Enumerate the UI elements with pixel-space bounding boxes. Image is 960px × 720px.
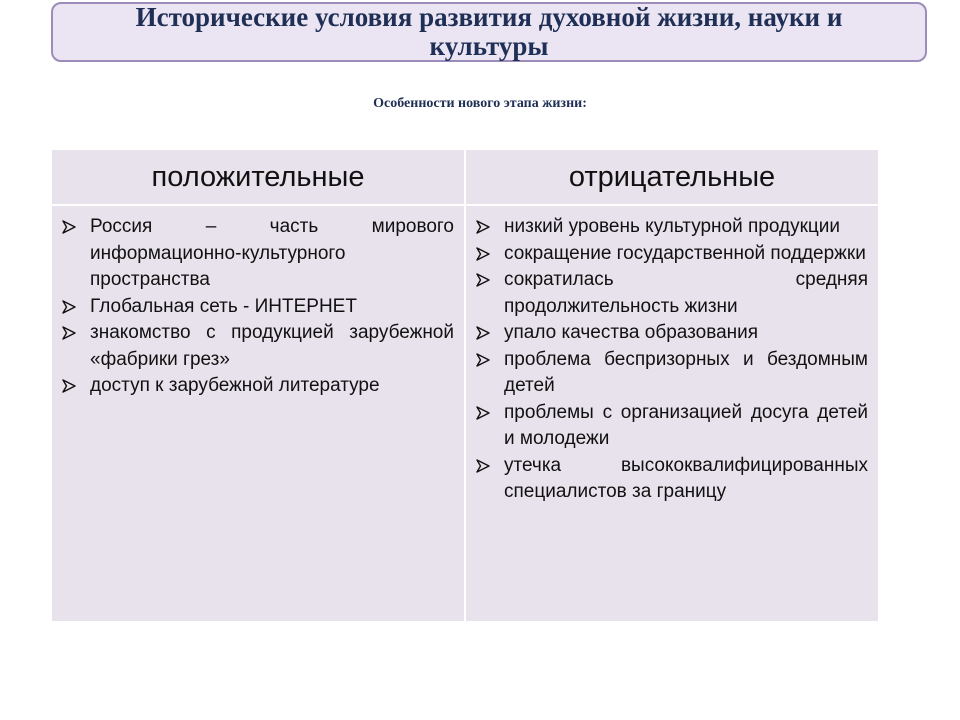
positive-list <box>62 214 454 400</box>
arrowhead-bullet-icon <box>62 294 78 320</box>
arrowhead-bullet-icon <box>62 214 78 240</box>
list-item-text: Россия – часть мирового информационно-культурного пространства <box>90 216 454 290</box>
subtitle: Особенности нового этапа жизни: <box>373 96 587 111</box>
column-heading-positive: положительные <box>52 150 466 206</box>
list-item <box>476 453 868 506</box>
list-item <box>62 214 454 294</box>
list-item <box>476 320 868 347</box>
arrowhead-bullet-icon <box>476 267 492 293</box>
list-item <box>476 347 868 400</box>
negative-cell <box>466 206 878 621</box>
list-item <box>476 400 868 453</box>
comparison-table <box>52 150 878 621</box>
list-item-text: доступ к зарубежной литературе <box>90 375 380 396</box>
list-item-text: сокращение государственной поддержки <box>504 242 866 264</box>
list-item-text: сократилась средняя продолжительность жизни <box>504 269 868 317</box>
arrowhead-bullet-icon <box>476 347 492 373</box>
list-item-text: знакомство с продукцией зарубежной «фабрики грез» <box>90 322 454 370</box>
list-item <box>476 214 868 241</box>
arrowhead-bullet-icon <box>62 373 78 399</box>
list-item <box>476 241 868 268</box>
list-item <box>62 373 454 400</box>
page-title: Исторические условия развития духовной жизни, науки и культуры <box>135 2 843 61</box>
arrowhead-bullet-icon <box>476 453 492 479</box>
list-item-text: утечка высококвалифицированных специалистов за границу <box>504 454 868 502</box>
arrowhead-bullet-icon <box>476 214 492 240</box>
arrowhead-bullet-icon <box>476 320 492 346</box>
column-heading-negative: отрицательные <box>466 150 878 206</box>
title-box <box>51 2 927 62</box>
list-item-text: проблемы с организацией досуга детей и молодежи <box>504 401 868 449</box>
list-item-text: проблема беспризорных и бездомным детей <box>504 348 868 396</box>
positive-cell <box>52 206 466 621</box>
list-item-text: упало качества образования <box>504 322 759 343</box>
list-item-text: низкий уровень культурной продукции <box>504 216 841 237</box>
negative-list <box>476 214 868 506</box>
arrowhead-bullet-icon <box>62 320 78 346</box>
arrowhead-bullet-icon <box>476 241 492 267</box>
list-item <box>476 267 868 320</box>
arrowhead-bullet-icon <box>476 400 492 426</box>
list-item <box>62 294 454 321</box>
list-item <box>62 320 454 373</box>
list-item-text: Глобальная сеть - ИНТЕРНЕТ <box>90 295 357 317</box>
